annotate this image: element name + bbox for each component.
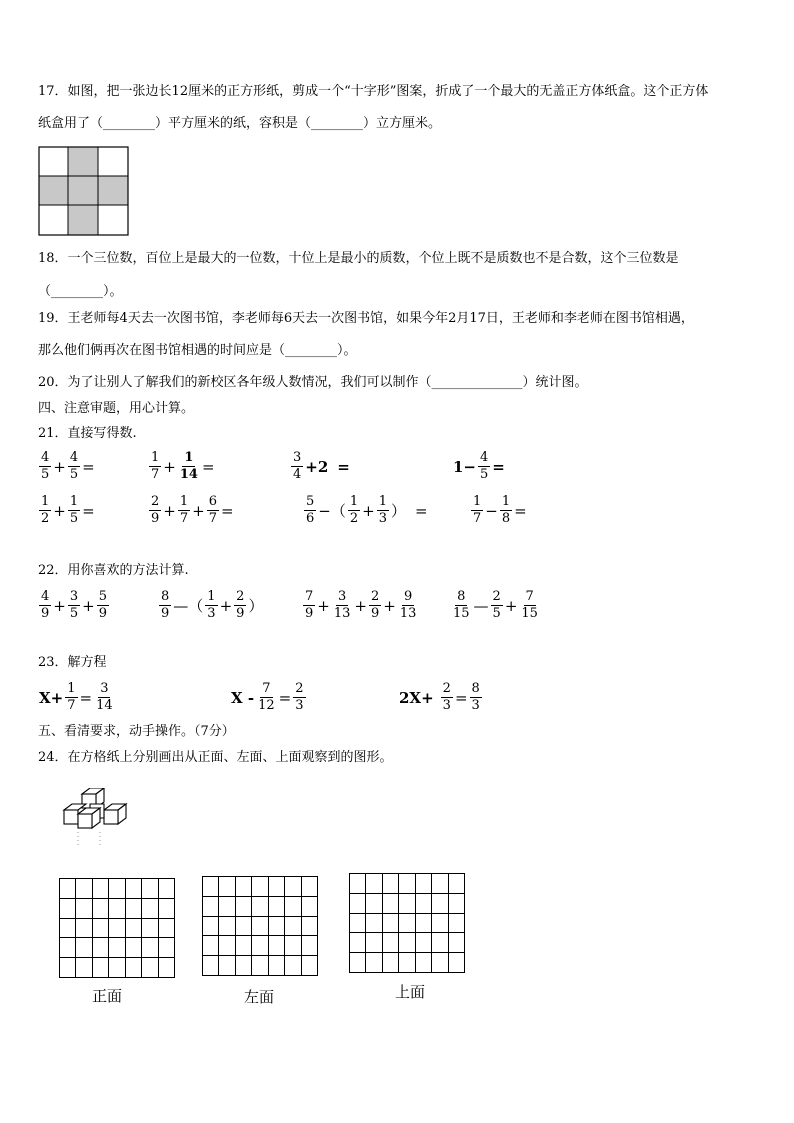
grid-cell[interactable] [382, 913, 398, 933]
grid-cell[interactable] [60, 938, 76, 958]
q18-line1: 18．一个三位数，百位上是最大的一位数，十位上是最小的质数，个位上既不是质数也不是合数，这个三位数是 [38, 251, 679, 266]
grid-cell[interactable] [432, 953, 448, 973]
q24-title: 24．在方格纸上分别画出从正面、左面、上面观察到的图形。 [38, 750, 393, 765]
grid-cell[interactable] [432, 913, 448, 933]
q22-expr-3: $\frac{7}{9}$ + $\frac{3}{13}$ + $\frac{2}{9}$ + $\frac{9}{13}$ [305, 589, 417, 621]
grid-cell[interactable] [268, 877, 284, 897]
q21-expr-8: $\frac{1}{7}$ − $\frac{1}{8}$ = [473, 494, 527, 526]
grid-cell[interactable] [203, 916, 219, 936]
grid-cell[interactable] [235, 956, 251, 976]
fraction: $\frac{3}{4}$ [293, 450, 302, 482]
grid-cell[interactable] [350, 933, 366, 953]
q21-expr-1: $\frac{4}{5}$ + $\frac{4}{5}$ = [41, 450, 95, 482]
fraction: $\frac{8}{9}$ [161, 589, 170, 621]
grid-cell[interactable] [301, 936, 317, 956]
fraction: $\frac{4}{9}$ [41, 589, 50, 621]
grid-cell[interactable] [235, 916, 251, 936]
grid-cell[interactable] [219, 936, 235, 956]
grid-cell[interactable] [448, 933, 464, 953]
grid-cell[interactable] [252, 896, 268, 916]
fraction: $\frac{4}{5}$ [69, 450, 79, 482]
q19-line1: 19．王老师每4天去一次图书馆，李老师每6天去一次图书馆，如果今年2月17日，王老师和李老师在图书馆相遇， [38, 311, 694, 326]
grid-cell[interactable] [366, 874, 382, 894]
grid-cell[interactable] [235, 877, 251, 897]
grid-cell[interactable] [399, 893, 415, 913]
q22-expr-4: $\frac{8}{15}$ — $\frac{2}{5}$ + $\frac{7}{15}$ [453, 589, 538, 621]
q18-line2: （________）。 [38, 284, 123, 299]
fraction: $\frac{1}{2}$ [349, 494, 359, 526]
grid-cell[interactable] [268, 896, 284, 916]
fraction: $\frac{4}{5}$ [41, 450, 50, 482]
grid-cell[interactable] [142, 918, 158, 938]
grid-cell[interactable] [415, 893, 431, 913]
q22-title: 22．用你喜欢的方法计算. [38, 563, 189, 578]
fraction: $\frac{4}{5}$ [480, 450, 489, 482]
q21-expr-2: $\frac{1}{7}$ + $\frac{1}{14}$ = [151, 450, 215, 482]
fraction: $\frac{1}{7}$ [67, 681, 76, 713]
grid-cell[interactable] [125, 958, 141, 978]
q22-expr-2: $\frac{8}{9}$ —（ $\frac{1}{3}$ + $\frac{2}{9}$ ） [161, 589, 264, 621]
top-view-caption: 上面 [395, 983, 426, 1001]
grid-cell[interactable] [432, 874, 448, 894]
front-view-grid[interactable] [59, 878, 175, 978]
grid-cell[interactable] [415, 953, 431, 973]
grid-cell[interactable] [125, 918, 141, 938]
grid-cell[interactable] [350, 953, 366, 973]
q23-equation-3: 2X+ $\frac{2}{3}$ = $\frac{8}{3}$ [399, 681, 480, 713]
cube-stack-figure [58, 788, 130, 852]
grid-cell[interactable] [158, 879, 174, 899]
grid-cell[interactable] [415, 933, 431, 953]
grid-cell[interactable] [203, 956, 219, 976]
grid-cell[interactable] [399, 913, 415, 933]
grid-cell[interactable] [60, 879, 76, 899]
grid-cell[interactable] [448, 874, 464, 894]
fraction: $\frac{1}{7}$ [151, 450, 160, 482]
grid-cell[interactable] [399, 933, 415, 953]
q21-expr-3: $\frac{3}{4}$ +2 = [293, 450, 350, 482]
fraction: $\frac{9}{13}$ [399, 589, 417, 621]
grid-cell[interactable] [285, 877, 301, 897]
fraction: $\frac{2}{5}$ [492, 589, 501, 621]
grid-cell[interactable] [382, 953, 398, 973]
fraction: $\frac{2}{9}$ [236, 589, 245, 621]
grid-cell[interactable] [399, 953, 415, 973]
grid-cell[interactable] [125, 898, 141, 918]
grid-cell[interactable] [142, 898, 158, 918]
fraction: $\frac{3}{14}$ [96, 681, 113, 713]
grid-cell[interactable] [142, 958, 158, 978]
grid-cell[interactable] [366, 913, 382, 933]
grid-cell[interactable] [268, 956, 284, 976]
grid-cell[interactable] [252, 936, 268, 956]
q21-expr-4: 1− $\frac{4}{5}$ = [453, 450, 505, 482]
grid-cell[interactable] [92, 918, 108, 938]
grid-cell[interactable] [142, 879, 158, 899]
section5-heading: 五、看清要求，动手操作。（7分） [38, 724, 235, 739]
fraction: $\frac{1}{7}$ [473, 494, 482, 526]
grid-cell[interactable] [350, 893, 366, 913]
grid-cell[interactable] [219, 956, 235, 976]
grid-cell[interactable] [252, 916, 268, 936]
fraction: $\frac{1}{14}$ [179, 450, 198, 482]
q21-expr-5: $\frac{1}{2}$ + $\frac{1}{5}$ = [41, 494, 95, 526]
grid-cell[interactable] [125, 879, 141, 899]
grid-cell[interactable] [76, 898, 92, 918]
grid-cell[interactable] [158, 918, 174, 938]
fraction: $\frac{8}{15}$ [453, 589, 470, 621]
section4-heading: 四、注意审题，用心计算。 [38, 401, 195, 416]
fraction: $\frac{7}{15}$ [521, 589, 538, 621]
fraction: $\frac{1}{2}$ [41, 494, 50, 526]
grid-cell[interactable] [301, 896, 317, 916]
q20-line1: 20．为了让别人了解我们的新校区各年级人数情况，我们可以制作（______________）统计图。 [38, 375, 588, 390]
grid-cell[interactable] [76, 918, 92, 938]
grid-cell[interactable] [382, 893, 398, 913]
grid-cell[interactable] [301, 956, 317, 976]
q23-equation-1: X+ $\frac{1}{7}$ = $\frac{3}{14}$ [39, 681, 113, 713]
grid-cell[interactable] [109, 918, 125, 938]
grid-cell[interactable] [60, 918, 76, 938]
fraction: $\frac{1}{5}$ [69, 494, 79, 526]
grid-cell[interactable] [285, 916, 301, 936]
grid-cell[interactable] [350, 913, 366, 933]
grid-cell[interactable] [448, 913, 464, 933]
grid-cell[interactable] [158, 958, 174, 978]
grid-cell[interactable] [158, 898, 174, 918]
left-view-caption: 左面 [244, 988, 275, 1006]
q21-title: 21．直接写得数. [38, 426, 137, 441]
grid-cell[interactable] [142, 938, 158, 958]
grid-cell[interactable] [203, 896, 219, 916]
grid-cell[interactable] [109, 958, 125, 978]
left-view-grid[interactable] [202, 876, 318, 976]
grid-cell[interactable] [219, 896, 235, 916]
grid-cell[interactable] [382, 933, 398, 953]
fraction: $\frac{7}{9}$ [305, 589, 314, 621]
q21-expr-6: $\frac{2}{9}$ + $\frac{1}{7}$ + $\frac{6}{7}$ = [151, 494, 234, 526]
top-view-grid[interactable] [349, 873, 465, 973]
grid-cell[interactable] [76, 938, 92, 958]
q19-line2: 那么他们俩再次在图书馆相遇的时间应是（________）。 [38, 343, 357, 358]
front-view-caption: 正面 [92, 987, 123, 1005]
fraction: $\frac{1}{8}$ [501, 494, 511, 526]
grid-cell[interactable] [219, 877, 235, 897]
grid-cell[interactable] [285, 956, 301, 976]
grid-cell[interactable] [268, 936, 284, 956]
grid-cell[interactable] [125, 938, 141, 958]
grid-cell[interactable] [92, 958, 108, 978]
grid-cell[interactable] [268, 916, 284, 936]
grid-cell[interactable] [203, 936, 219, 956]
grid-cell[interactable] [158, 938, 174, 958]
grid-cell[interactable] [366, 893, 382, 913]
fraction: $\frac{2}{3}$ [442, 681, 451, 713]
fraction: $\frac{8}{3}$ [471, 681, 480, 713]
grid-cell[interactable] [60, 958, 76, 978]
q17-line2: 纸盒用了（________）平方厘米的纸，容积是（________）立方厘米。 [38, 116, 442, 131]
grid-cell[interactable] [203, 877, 219, 897]
fraction: $\frac{3}{5}$ [69, 589, 79, 621]
q21-expr-7: $\frac{5}{6}$ −（ $\frac{1}{2}$ + $\frac{1}{3}$ ） = [306, 494, 428, 526]
grid-cell[interactable] [92, 938, 108, 958]
q22-expr-1: $\frac{4}{9}$ + $\frac{3}{5}$ + $\frac{5}{9}$ [41, 589, 107, 621]
grid-cell[interactable] [285, 896, 301, 916]
grid-cell[interactable] [252, 956, 268, 976]
fraction: $\frac{6}{7}$ [208, 494, 217, 526]
grid-cell[interactable] [366, 953, 382, 973]
q23-title: 23．解方程 [38, 655, 107, 670]
grid-cell[interactable] [252, 877, 268, 897]
grid-cell[interactable] [399, 874, 415, 894]
grid-cell[interactable] [92, 898, 108, 918]
grid-cell[interactable] [109, 898, 125, 918]
fraction: $\frac{3}{13}$ [333, 589, 351, 621]
q23-equation-2: X - $\frac{7}{12}$ = $\frac{2}{3}$ [231, 681, 304, 713]
grid-cell[interactable] [301, 877, 317, 897]
fraction: $\frac{5}{9}$ [98, 589, 107, 621]
grid-cell[interactable] [60, 898, 76, 918]
grid-cell[interactable] [109, 879, 125, 899]
grid-cell[interactable] [415, 874, 431, 894]
grid-cell[interactable] [92, 879, 108, 899]
grid-cell[interactable] [109, 938, 125, 958]
grid-cell[interactable] [432, 893, 448, 913]
grid-cell[interactable] [415, 913, 431, 933]
grid-cell[interactable] [382, 874, 398, 894]
fraction: $\frac{2}{3}$ [295, 681, 304, 713]
fraction: $\frac{1}{7}$ [179, 494, 189, 526]
grid-cell[interactable] [448, 953, 464, 973]
fraction: $\frac{1}{3}$ [207, 589, 216, 621]
fraction: $\frac{2}{9}$ [151, 494, 160, 526]
grid-cell[interactable] [301, 916, 317, 936]
grid-cell[interactable] [76, 958, 92, 978]
grid-cell[interactable] [235, 936, 251, 956]
fraction: $\frac{1}{3}$ [378, 494, 387, 526]
grid-cell[interactable] [350, 874, 366, 894]
grid-cell[interactable] [432, 933, 448, 953]
grid-cell[interactable] [235, 896, 251, 916]
cross-pattern-figure [38, 146, 130, 236]
grid-cell[interactable] [219, 916, 235, 936]
grid-cell[interactable] [76, 879, 92, 899]
q17-line1: 17．如图，把一张边长12厘米的正方形纸，剪成一个“十字形”图案，折成了一个最大的无盖正方体纸盒。这个正方体 [38, 84, 709, 99]
grid-cell[interactable] [366, 933, 382, 953]
fraction: $\frac{2}{9}$ [370, 589, 380, 621]
grid-cell[interactable] [448, 893, 464, 913]
fraction: $\frac{7}{12}$ [258, 681, 275, 713]
grid-cell[interactable] [285, 936, 301, 956]
fraction: $\frac{5}{6}$ [306, 494, 315, 526]
